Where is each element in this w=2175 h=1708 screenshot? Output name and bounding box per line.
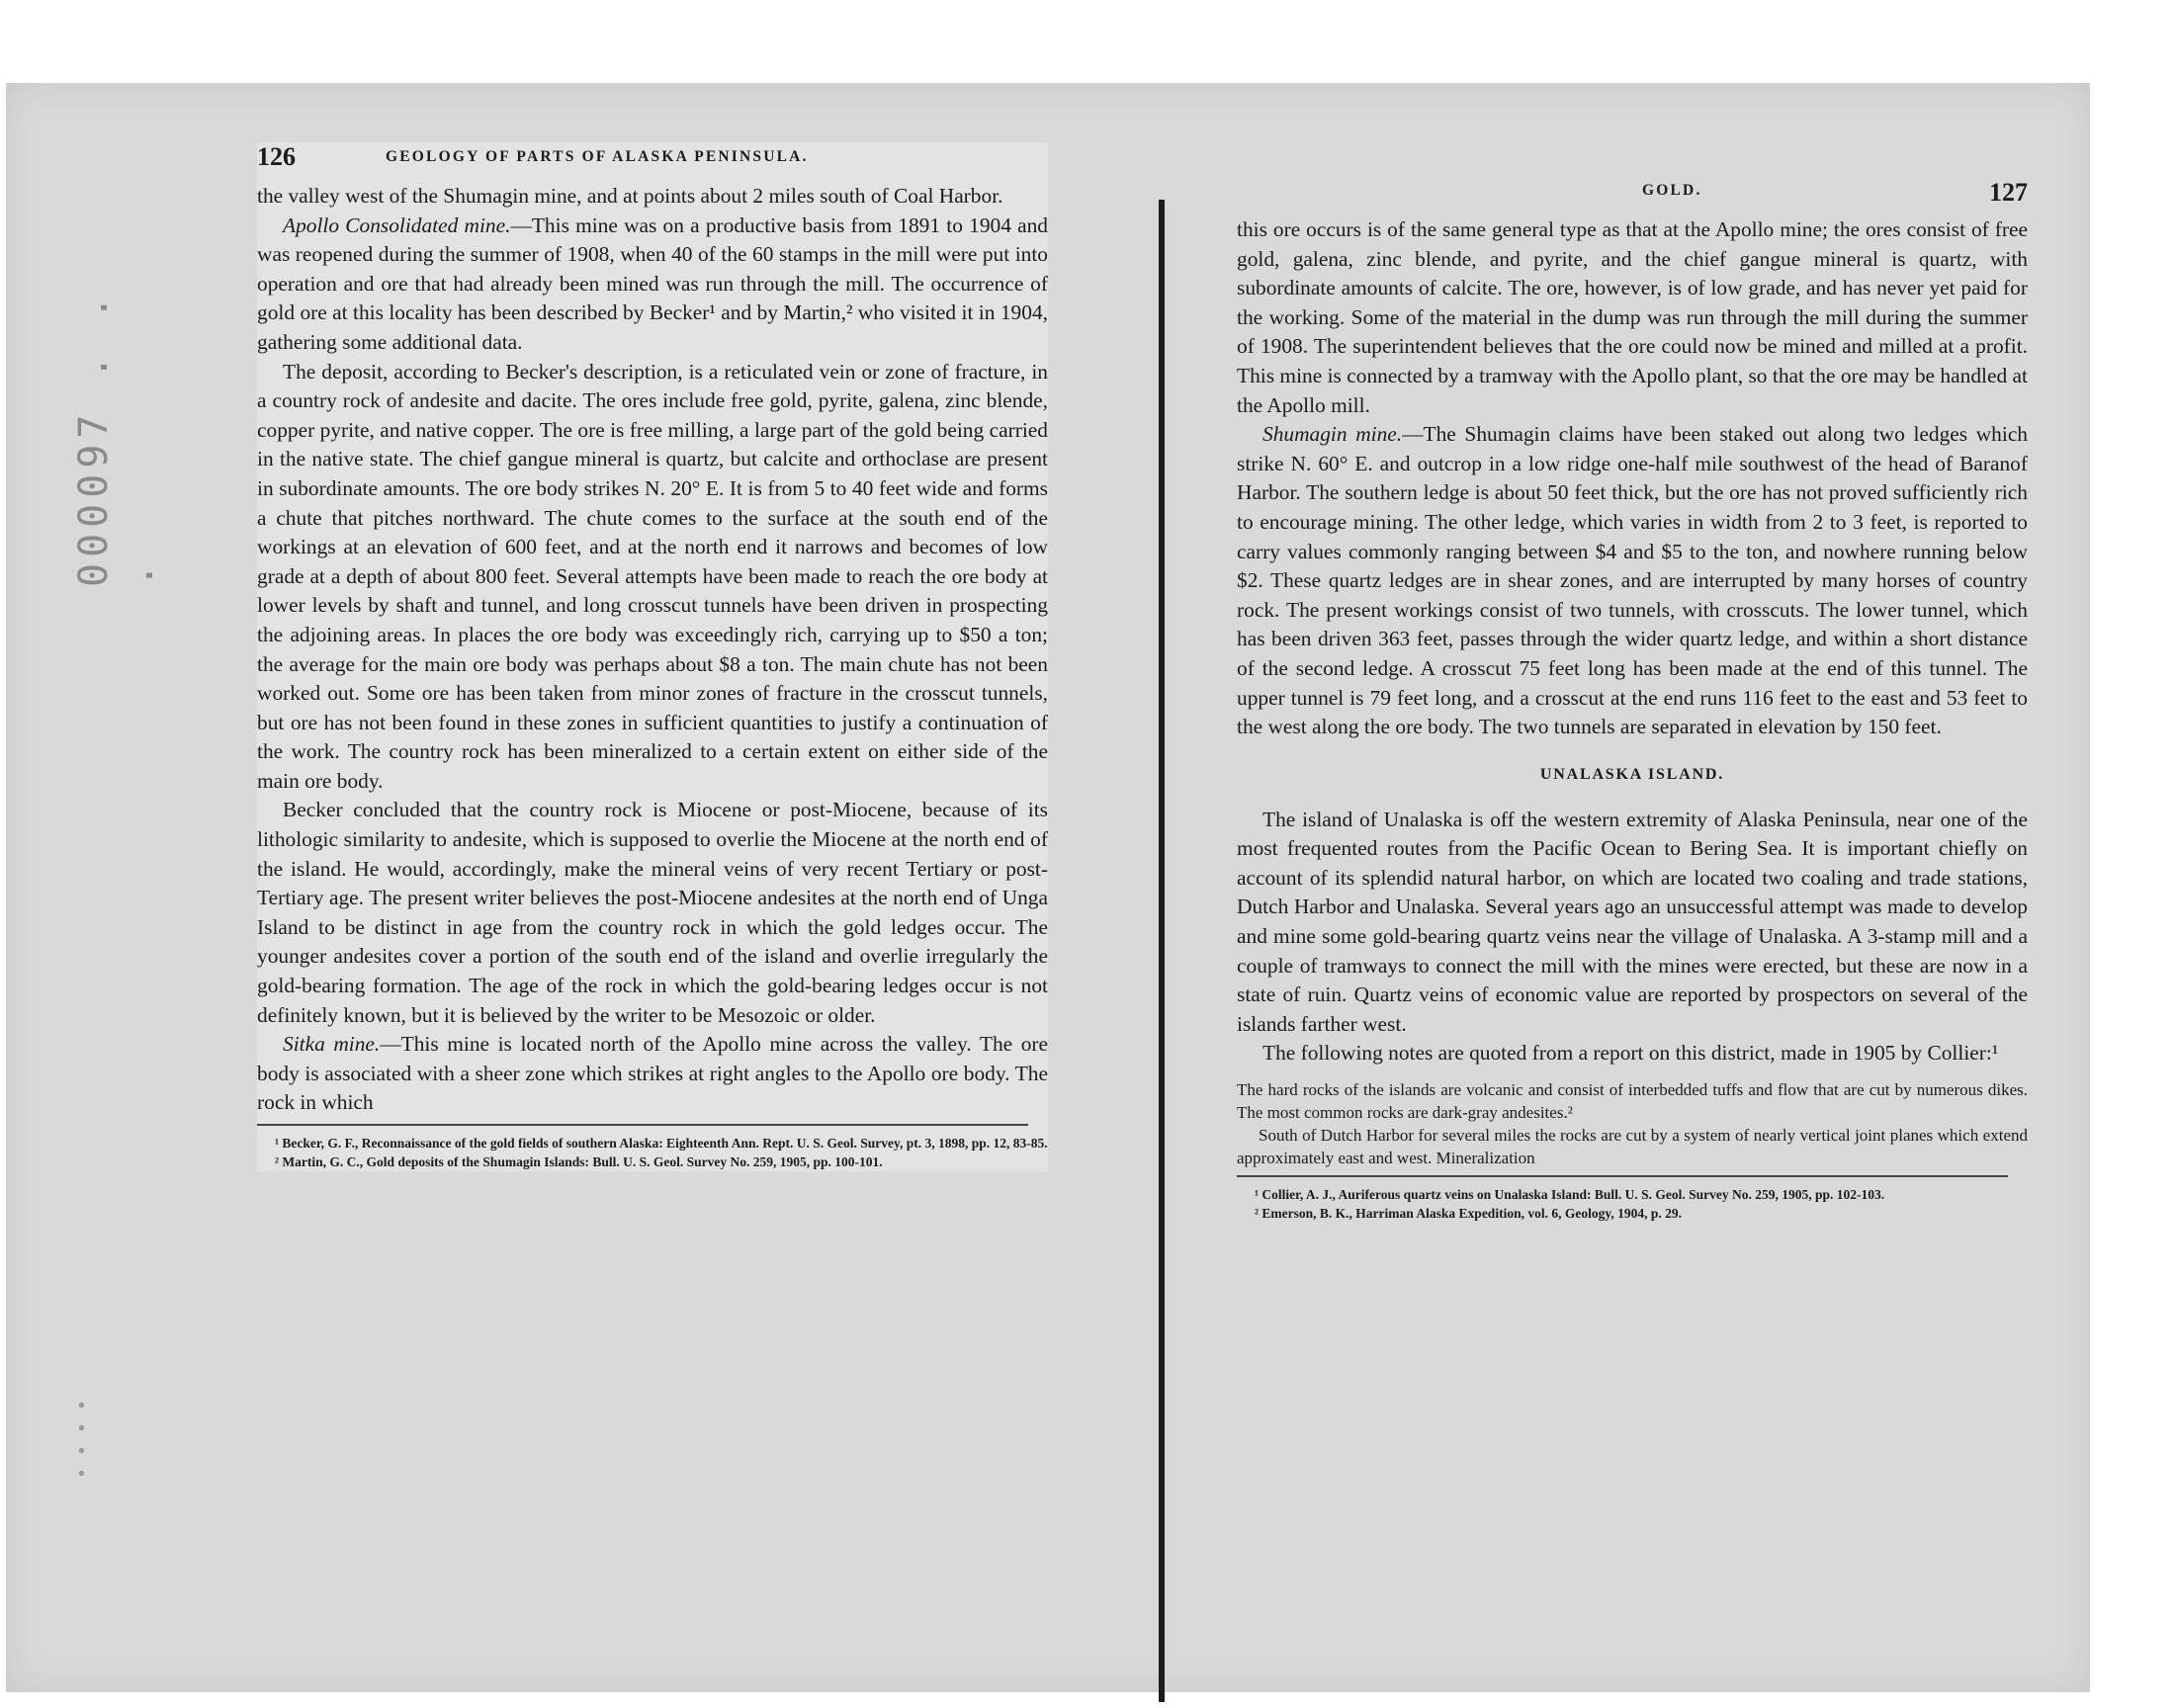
scanned-sheet — [6, 83, 2090, 1692]
left-running-head — [257, 142, 1048, 182]
paragraph: The deposit, according to Becker's description, is a reticulated vein or zone of fracture, in a country rock of andesite and dacite. The ores include free gold, pyrite, galena, zinc blende, copper pyrite, and native copper. The ore is free milling, a large part of the gold being carried in the native state. The chief gangue mineral is quartz, but calcite and orthoclase are present in subordinate amounts. The ore body strikes N. 20° E. It is from 5 to 40 feet wide and forms a chute that pitches northward. The chute comes to the surface at the south end of the workings at an elevation of 600 feet, and at the north end it narrows and becomes of low grade at a depth of about 800 feet. Several attempts have been made to reach the ore body at lower levels by shaft and tunnel, and long crosscut tunnels have been driven in prospecting the adjoining areas. In places the ore body was exceedingly rich, carrying up to $50 a ton; the average for the main ore body was perhaps about $8 a ton. The main chute has not been worked out. Some ore has been taken from minor zones of fracture in the crosscut tunnels, but ore has not been found in these zones in sufficient quantities to justify a continuation of the work. The country rock has been mineralized to a certain extent on either side of the main ore body. — [257, 359, 1048, 793]
subheading: Sitka mine. — [283, 1032, 381, 1057]
left-page-number: 126 — [257, 142, 296, 171]
right-page-number: 127 — [1989, 178, 2028, 207]
footnote: ¹ Becker, G. F., Reconnaissance of the gold fields of southern Alaska: Eighteenth Ann. Rept. U. S. Geol. Survey, pt. 3, 1898, pp. 12, 83-85. — [275, 1136, 1048, 1151]
footnote-rule — [1237, 1175, 2008, 1177]
paragraph: the valley west of the Shumagin mine, and at points about 2 miles south of Coal Harbor. — [257, 184, 1003, 208]
right-body — [1237, 215, 2028, 742]
footnote-rule — [257, 1124, 1028, 1126]
right-running-head — [1237, 164, 2028, 207]
paragraph: Sitka mine.—This mine is located north of the Apollo mine across the valley. The ore body is associated with a sheer zone which strikes at right angles to the Apollo ore body. The rock in which — [257, 1032, 1049, 1115]
right-section-body — [1237, 806, 2028, 1068]
paragraph: Becker concluded that the country rock is Miocene or post-Miocene, because of its lithologic similarity to andesite, which is supposed to overlie the Miocene at the north end of the island. He would, accordingly, make the mineral veins of very recent Tertiary or post-Tertiary age. The present writer believes the post-Miocene andesites at the north end of Unga Island to be distinct in age from the country rock in which the gold ledges occur. The younger andesites cover a portion of the south end of the island and overlie irregularly the gold-bearing formation. The age of the rock in which the gold-bearing ledges occur is not definitely known, but it is believed by the writer to be Mesozoic or older. — [257, 798, 1048, 1027]
left-page — [214, 83, 1143, 1692]
subheading: Apollo Consolidated mine. — [283, 213, 511, 237]
quote-paragraph: The hard rocks of the islands are volcanic and consist of interbedded tuffs and flow that are cut by numerous dikes. The most common rocks are dark-gray andesites.² — [1237, 1080, 2028, 1123]
right-page — [1173, 83, 2043, 1692]
edge-marks — [75, 1403, 95, 1511]
frame-number: 000097 . . . — [71, 290, 162, 587]
footnote: ² Emerson, B. K., Harriman Alaska Expedition, vol. 6, Geology, 1904, p. 29. — [1255, 1206, 1682, 1222]
paragraph: Apollo Consolidated mine.—This mine was on a productive basis from 1891 to 1904 and was reopened during the summer of 1908, when 40 of the 60 stamps in the mill were put into operation and ore that had already been mined was run through the mill. The occurrence of gold ore at this locality has been described by Becker¹ and by Martin,² who visited it in 1904, gathering some additional data. — [257, 213, 1048, 354]
footnote: ² Martin, G. C., Gold deposits of the Shumagin Islands: Bull. U. S. Geol. Survey No. 259, 1905, pp. 100-101. — [275, 1154, 883, 1169]
left-running-title: GEOLOGY OF PARTS OF ALASKA PENINSULA. — [386, 148, 809, 165]
subheading: Shumagin mine. — [1262, 422, 1403, 447]
left-footnotes — [257, 1134, 1048, 1171]
left-body — [257, 182, 1048, 1118]
page-gutter — [1159, 200, 1165, 1702]
block-quote — [1237, 1078, 2028, 1169]
paragraph: this ore occurs is of the same general type as that at the Apollo mine; the ores consist of free gold, galena, zinc blende, and pyrite, and the chief gangue mineral is quartz, with subordinate amounts of calcite. The ore, however, is of low grade, and has never yet paid for the working. Some of the material in the dump was run through the mill during the summer of 1908. The superintendent believes that the ore could now be mined and milled at a profit. This mine is connected by a tramway with the Apollo plant, so that the ore may be handled at the Apollo mill. — [1237, 217, 2028, 417]
quote-paragraph: South of Dutch Harbor for several miles the rocks are cut by a system of nearly vertical joint planes which extend approximately east and west. Mineralization — [1237, 1126, 2028, 1168]
section-title: UNALASKA ISLAND. — [1539, 765, 1725, 783]
right-running-title: GOLD. — [1642, 182, 1702, 199]
right-footnotes — [1237, 1185, 2028, 1223]
footnote: ¹ Collier, A. J., Auriferous quartz veins on Unalaska Island: Bull. U. S. Geol. Survey No. 259, 1905, pp. 102-103. — [1255, 1187, 1885, 1203]
paragraph: The following notes are quoted from a report on this district, made in 1905 by Collier:¹ — [1262, 1041, 1999, 1066]
paragraph: The island of Unalaska is off the western extremity of Alaska Peninsula, near one of the most frequented routes from the Pacific Ocean to Bering Sea. It is important chiefly on account of its splendid natural harbor, on which are located two coaling and trade stations, Dutch Harbor and Unalaska. Several years ago an unsuccessful attempt was made to develop and mine some gold-bearing quartz veins near the village of Unalaska. A 3-stamp mill and a couple of tramways to connect the mill with the mines were erected, but these are now in a state of ruin. Quartz veins of economic value are reported by prospectors on several of the islands farther west. — [1237, 807, 2028, 1036]
paragraph: Shumagin mine.—The Shumagin claims have been staked out along two ledges which strike N. 60° E. and outcrop in a low ridge one-half mile southwest of the head of Baranof Harbor. The southern ledge is about 50 feet thick, but the ore has not proved sufficiently rich to encourage mining. The other ledge, which varies in width from 2 to 3 feet, is reported to carry values commonly ranging between $4 and $5 to the ton, and nowhere running below $2. These quartz ledges are in shear zones, and are interrupted by many horses of country rock. The present workings consist of two tunnels, with crosscuts. The lower tunnel, which has been driven 363 feet, passes through the wider quartz ledge, and within a short distance of the second ledge. A crosscut 75 feet long has been made at the end of this tunnel. The upper tunnel is 79 feet long, and a crosscut at the end runs 116 feet to the east and 53 feet to the west along the ore body. The two tunnels are separated in elevation by 150 feet. — [1237, 422, 2029, 739]
